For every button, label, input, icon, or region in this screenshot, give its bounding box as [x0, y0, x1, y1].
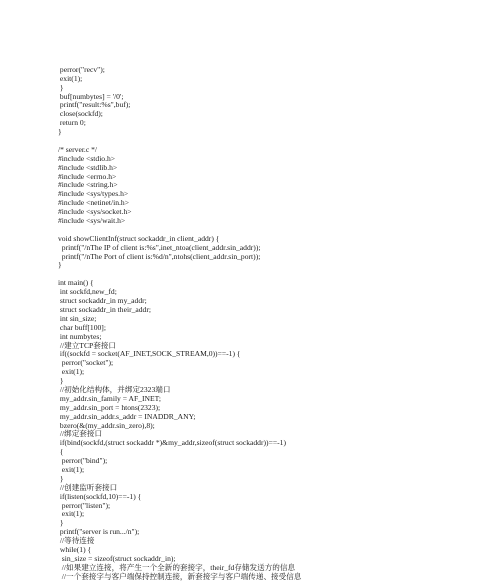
code-line: my_addr.sin_family = AF_INET;	[58, 393, 161, 403]
code-line: //一个套接字与客户端保持控制连接，新套接字与客户端传递、接受信息	[58, 571, 302, 581]
code-line: buf[numbytes] = '/0';	[58, 91, 124, 101]
code-line	[58, 270, 301, 279]
code-line: }	[58, 376, 64, 386]
code-line: int sockfd,new_fd;	[58, 287, 117, 297]
code-line: #include <sys/types.h>	[58, 189, 129, 199]
code-line: }	[58, 260, 62, 270]
code-line: close(sockfd);	[58, 109, 103, 119]
code-line: struct sockaddr_in their_addr;	[58, 304, 151, 314]
code-line: int sin_size;	[58, 313, 97, 323]
code-line: return 0;	[58, 118, 86, 128]
code-line: #include <string.h>	[58, 180, 118, 190]
code-line: my_addr.sin_addr.s_addr = INADDR_ANY;	[58, 411, 196, 421]
code-line: printf("/nThe Port of client is:%d/n",ntohs(client_addr.sin_port));	[58, 251, 261, 261]
code-line: //绑定套接口	[58, 429, 103, 439]
code-line: #include <stdlib.h>	[58, 162, 118, 172]
code-line: #include <errno.h>	[58, 171, 117, 181]
code-line: int main() {	[58, 278, 94, 288]
code-line: #include <netinet/in.h>	[58, 198, 129, 208]
code-line: sin_size = sizeof(struct sockaddr_in);	[58, 553, 176, 563]
code-line: my_addr.sin_port = htons(2323);	[58, 402, 161, 412]
code-line: struct sockaddr_in my_addr;	[58, 296, 147, 306]
code-line: //等待连接	[58, 536, 95, 546]
source-code-block	[58, 57, 301, 582]
code-line: while(1) {	[58, 544, 92, 554]
code-line: }	[58, 127, 62, 137]
code-line: char buff[100];	[58, 322, 106, 332]
code-line: printf("/nThe IP of client is:%s",inet_ntoa(client_addr.sin_addr));	[58, 242, 261, 252]
code-line: exit(1);	[58, 464, 85, 474]
code-line: }	[58, 473, 64, 483]
code-line: //建立TCP套接口	[58, 340, 117, 350]
code-line: perror("socket");	[58, 358, 114, 368]
code-line: #include <sys/wait.h>	[58, 216, 126, 226]
code-line: bzero(&(my_addr.sin_zero),8);	[58, 420, 155, 430]
code-line: if((sockfd = socket(AF_INET,SOCK_STREAM,0))==-1) {	[58, 349, 241, 359]
code-line: {	[58, 447, 64, 457]
code-line: }	[58, 82, 64, 92]
code-line: if(bind(sockfd,(struct sockaddr *)&my_addr,sizeof(struct sockaddr))==-1)	[58, 438, 286, 448]
code-line: perror("recv");	[58, 64, 105, 74]
code-line: perror("listen");	[58, 500, 111, 510]
code-line: //初始化结构体，并绑定2323端口	[58, 384, 171, 394]
code-line: void showClientInf(struct sockaddr_in client_addr) {	[58, 233, 220, 243]
code-line: exit(1);	[58, 509, 85, 519]
code-line: //如果建立连接，将产生一个全新的套接字，their_fd存储发送方的信息	[58, 562, 296, 572]
code-line: /* server.c */	[58, 144, 98, 154]
code-line: perror("bind");	[58, 456, 108, 466]
code-line: #include <stdio.h>	[58, 153, 116, 163]
code-line: //创建监听套接口	[58, 482, 118, 492]
code-line: int numbytes;	[58, 331, 102, 341]
code-line: #include <sys/socket.h>	[58, 207, 132, 217]
code-line: printf("server is run.../n");	[58, 527, 140, 537]
code-line: printf("result:%s",buf);	[58, 100, 131, 110]
code-line: exit(1);	[58, 367, 85, 377]
code-line: if(listen(sockfd,10)==-1) {	[58, 491, 142, 501]
code-line: }	[58, 518, 64, 528]
code-line: exit(1);	[58, 73, 83, 83]
